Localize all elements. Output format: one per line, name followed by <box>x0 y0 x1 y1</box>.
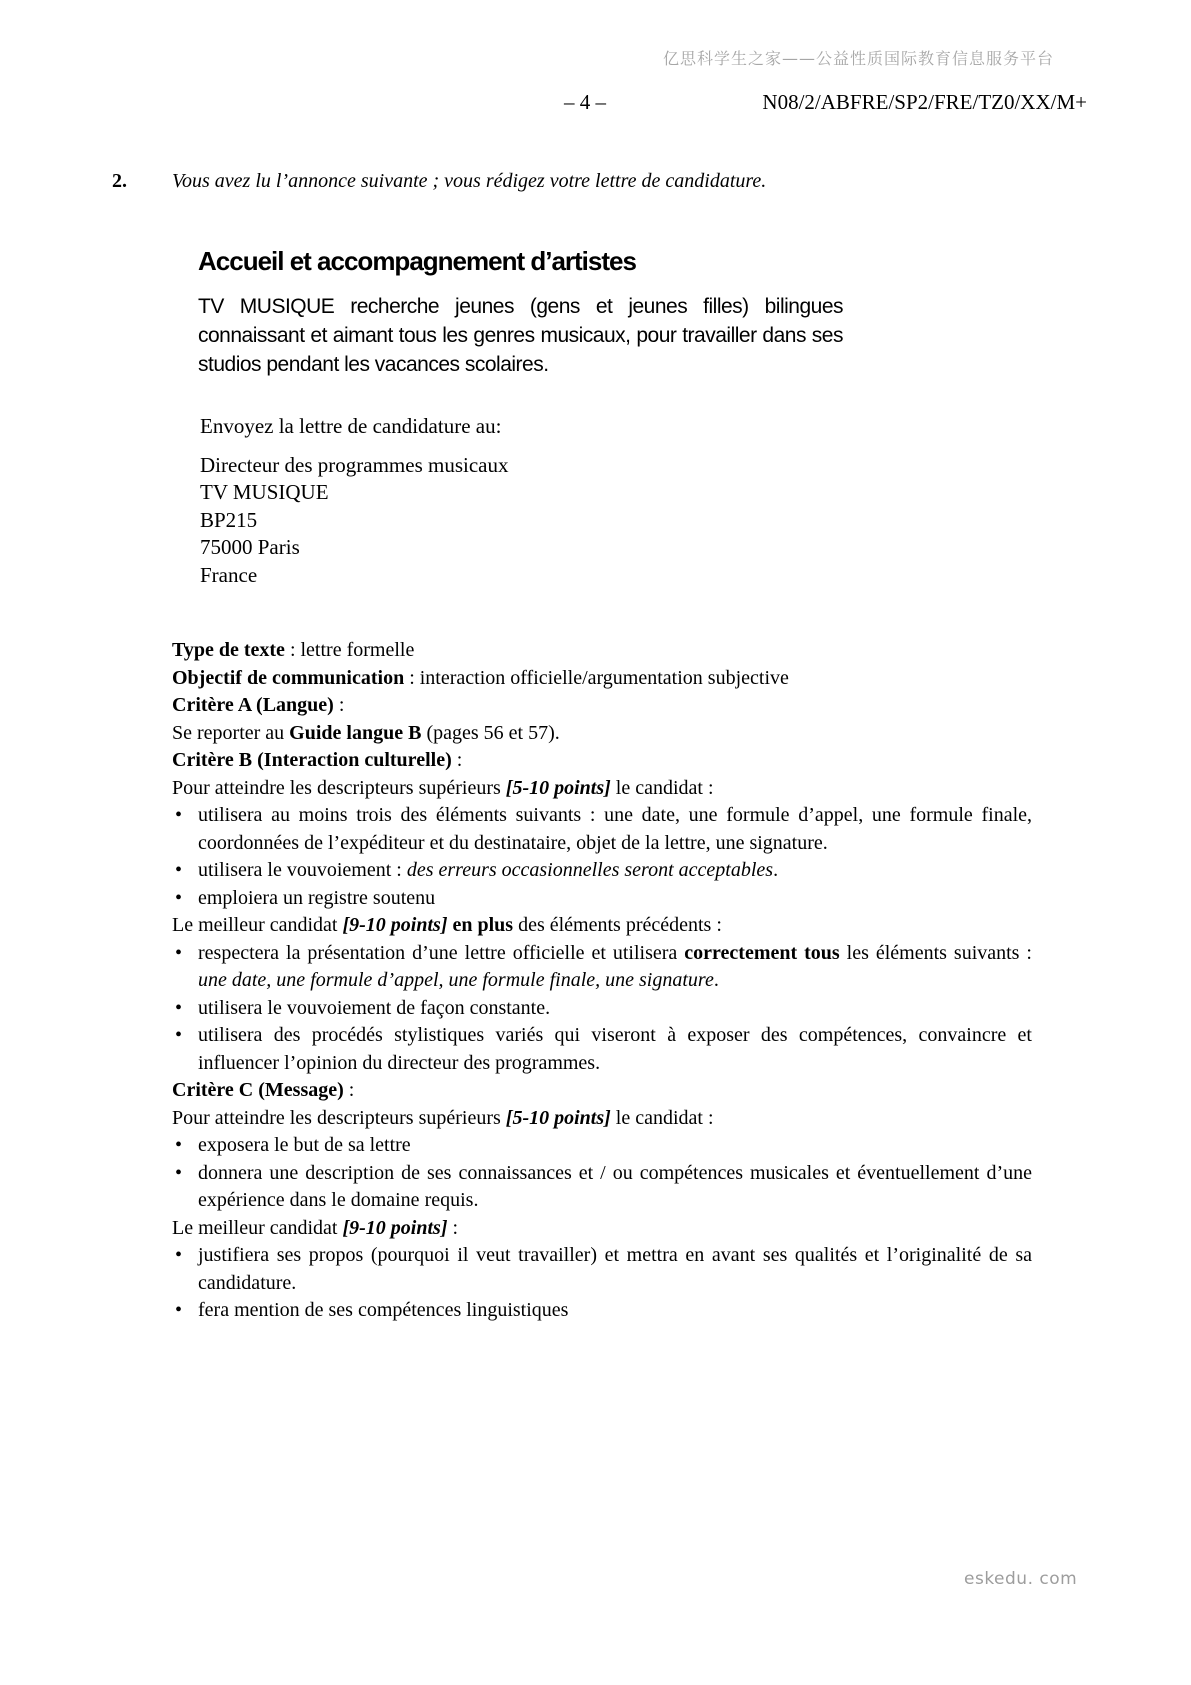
address-line: TV MUSIQUE <box>200 480 329 504</box>
address-block <box>200 413 508 589</box>
criterion-c-best-intro: Le meilleur candidat [9-10 points] : <box>172 1216 459 1239</box>
question-number: 2. <box>112 170 127 192</box>
bullet-item: • emploiera un registre soutenu <box>172 885 1032 913</box>
announcement-block <box>198 246 843 379</box>
page-number: – 4 – <box>564 90 606 114</box>
send-instruction: Envoyez la lettre de candidature au: <box>200 414 502 438</box>
criterion-a-body: Se reporter au Guide langue B (pages 56 et 57). <box>172 721 560 744</box>
criterion-c-bullet-list <box>172 1132 1032 1215</box>
address-line: Directeur des programmes musicaux <box>200 452 509 477</box>
criterion-c-intro: Pour atteindre les descripteurs supérieurs [5-10 points] le candidat : <box>172 1106 714 1129</box>
paper-code: N08/2/ABFRE/SP2/FRE/TZ0/XX/M+ <box>762 90 1087 114</box>
criterion-b-intro: Pour atteindre les descripteurs supérieurs [5-10 points] le candidat : <box>172 776 714 799</box>
footer-watermark: eskedu. com <box>964 1569 1078 1589</box>
criterion-c-best-bullet-list <box>172 1242 1032 1325</box>
bullet-item: • exposera le but de sa lettre <box>172 1132 1032 1160</box>
objectif-line: Objectif de communication : interaction officielle/argumentation subjective <box>172 666 789 689</box>
announcement-title: Accueil et accompagnement d’artistes <box>198 246 636 276</box>
address-line: 75000 Paris <box>200 535 300 559</box>
criterion-b-bullet-list <box>172 802 1032 912</box>
criterion-b-best-bullet-list <box>172 940 1032 1078</box>
criterion-a-heading: Critère A (Langue) : <box>172 694 345 716</box>
header-watermark: 亿思科学生之家——公益性质国际教育信息服务平台 <box>662 49 1054 68</box>
criterion-b-heading: Critère B (Interaction culturelle) : <box>172 749 463 771</box>
bullet-item: • donnera une description de ses connaissances et / ou compétences musicales et éventuellement d’une expérience dans le domaine requis. <box>172 1160 1032 1215</box>
criterion-b-best-intro: Le meilleur candidat [9-10 points] en plus des éléments précédents : <box>172 914 722 936</box>
markscheme-details <box>172 637 1032 1325</box>
bullet-item: • fera mention de ses compétences linguistiques <box>172 1297 1032 1325</box>
type-de-texte-line: Type de texte : lettre formelle <box>172 639 415 661</box>
bullet-item: • utilisera le vouvoiement de façon constante. <box>172 995 1032 1023</box>
bullet-item: • utilisera au moins trois des éléments suivants : une date, une formule d’appel, une formule finale, coordonnées de l’expéditeur et du destinataire, objet de la lettre, une signature. <box>172 802 1032 857</box>
question-instruction: Vous avez lu l’annonce suivante ; vous rédigez votre lettre de candidature. <box>172 170 767 192</box>
criterion-c-heading: Critère C (Message) : <box>172 1079 355 1101</box>
bullet-item: • utilisera le vouvoiement : des erreurs occasionnelles seront acceptables. <box>172 857 1032 885</box>
bullet-item: • utilisera des procédés stylistiques variés qui viseront à exposer des compétences, convaincre et influencer l’opinion du directeur des programmes. <box>172 1022 1032 1077</box>
bullet-item: • respectera la présentation d’une lettre officielle et utilisera correctement tous les éléments suivants : une date, une formule d’appel, une formule finale, une signature. <box>172 940 1032 995</box>
announcement-body: TV MUSIQUE recherche jeunes (gens et jeunes filles) bilingues connaissant et aimant tous les genres musicaux, pour travailler dans ses studios pendant les vacances scolaires. <box>198 295 843 376</box>
address-line: BP215 <box>200 507 258 532</box>
bullet-item: • justifiera ses propos (pourquoi il veut travailler) et mettra en avant ses qualités et l’originalité de sa candidature. <box>172 1242 1032 1297</box>
address-line: France <box>200 562 258 587</box>
